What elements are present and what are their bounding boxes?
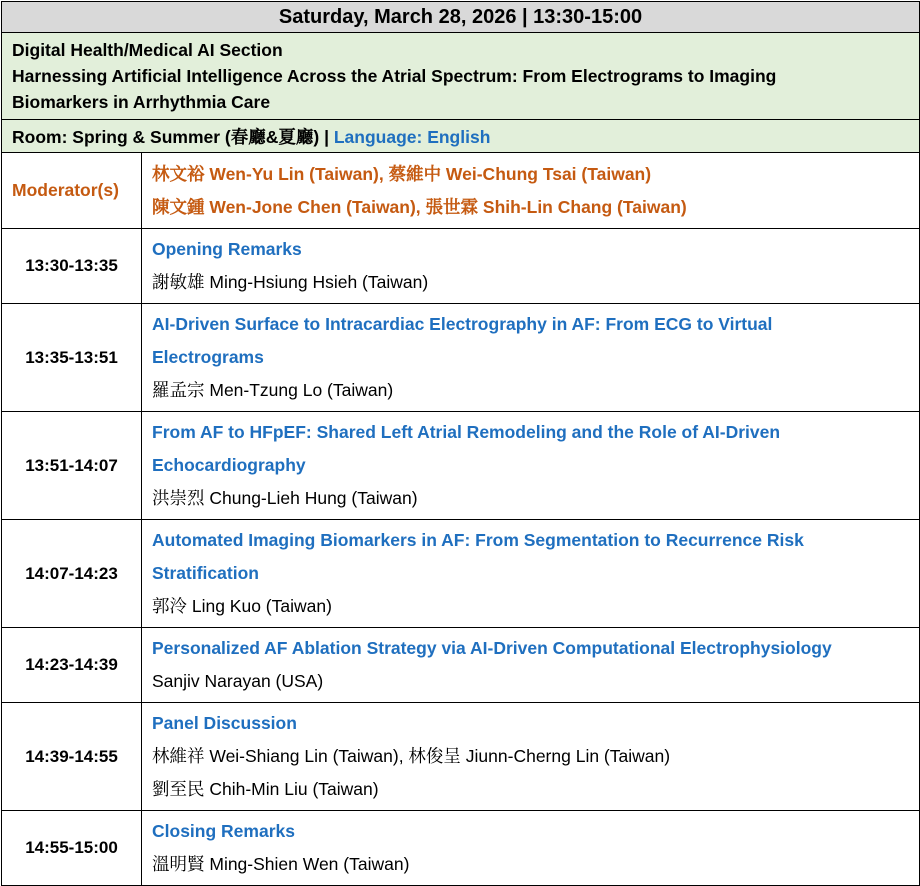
session-time: 14:39-14:55 bbox=[2, 703, 142, 811]
session-title: From AF to HFpEF: Shared Left Atrial Remodeling and the Role of AI-Driven bbox=[152, 422, 781, 442]
session-speaker: 羅孟宗 Men-Tzung Lo (Taiwan) bbox=[152, 380, 394, 400]
session-title: Electrograms bbox=[152, 347, 264, 367]
session-title: Panel Discussion bbox=[152, 713, 297, 733]
header-row bbox=[2, 2, 920, 33]
room-label: Room: Spring & Summer (春廳&夏廳) | bbox=[12, 126, 334, 147]
session-content bbox=[142, 703, 920, 811]
session-speaker: 林維祥 Wei-Shiang Lin (Taiwan), 林俊呈 Jiunn-Cherng Lin (Taiwan) bbox=[152, 746, 671, 766]
section-row bbox=[2, 33, 920, 120]
session-title: Personalized AF Ablation Strategy via AI-Driven Computational Electrophysiology bbox=[152, 638, 832, 658]
session-time: 14:55-15:00 bbox=[2, 811, 142, 886]
session-content bbox=[142, 412, 920, 520]
room-info bbox=[2, 120, 920, 153]
moderator-row bbox=[2, 153, 920, 229]
session-title: Automated Imaging Biomarkers in AF: From Segmentation to Recurrence Risk bbox=[152, 530, 804, 550]
section-title-line2: Biomarkers in Arrhythmia Care bbox=[12, 92, 271, 112]
date-time-header: Saturday, March 28, 2026 | 13:30-15:00 bbox=[2, 2, 920, 33]
session-time: 13:30-13:35 bbox=[2, 229, 142, 304]
session-content bbox=[142, 811, 920, 886]
section-title-line1: Harnessing Artificial Intelligence Across the Atrial Spectrum: From Electrograms to Imaging bbox=[12, 66, 777, 86]
moderator-line: 陳文鍾 Wen-Jone Chen (Taiwan), 張世霖 Shih-Lin Chang (Taiwan) bbox=[152, 196, 687, 217]
session-title: Echocardiography bbox=[152, 455, 306, 475]
session-speaker: Sanjiv Narayan (USA) bbox=[152, 671, 324, 691]
session-content bbox=[142, 520, 920, 628]
session-time: 13:51-14:07 bbox=[2, 412, 142, 520]
session-speaker: 郭泠 Ling Kuo (Taiwan) bbox=[152, 596, 332, 616]
schedule-table bbox=[1, 1, 920, 886]
session-time: 13:35-13:51 bbox=[2, 304, 142, 412]
language-label: Language: English bbox=[333, 126, 491, 147]
session-time: 14:23-14:39 bbox=[2, 628, 142, 703]
session-speaker: 劉至民 Chih-Min Liu (Taiwan) bbox=[152, 779, 379, 799]
session-row bbox=[2, 703, 920, 811]
moderator-line: 林文裕 Wen-Yu Lin (Taiwan), 蔡維中 Wei-Chung Tsai (Taiwan) bbox=[152, 163, 652, 184]
moderator-names bbox=[142, 153, 920, 229]
section-name: Digital Health/Medical AI Section bbox=[12, 40, 283, 60]
session-title: Stratification bbox=[152, 563, 259, 583]
session-row bbox=[2, 304, 920, 412]
session-content bbox=[142, 304, 920, 412]
session-row bbox=[2, 811, 920, 886]
session-row bbox=[2, 628, 920, 703]
session-speaker: 謝敏雄 Ming-Hsiung Hsieh (Taiwan) bbox=[152, 272, 429, 292]
session-speaker: 洪崇烈 Chung-Lieh Hung (Taiwan) bbox=[152, 488, 418, 508]
session-title: AI-Driven Surface to Intracardiac Electrography in AF: From ECG to Virtual bbox=[152, 314, 773, 334]
session-row bbox=[2, 412, 920, 520]
session-row bbox=[2, 229, 920, 304]
sessions-body bbox=[2, 229, 920, 886]
session-time: 14:07-14:23 bbox=[2, 520, 142, 628]
session-title: Closing Remarks bbox=[152, 821, 295, 841]
session-content bbox=[142, 628, 920, 703]
section-info bbox=[2, 33, 920, 120]
session-row bbox=[2, 520, 920, 628]
moderator-label: Moderator(s) bbox=[2, 153, 142, 229]
session-speaker: 溫明賢 Ming-Shien Wen (Taiwan) bbox=[152, 854, 410, 874]
session-title: Opening Remarks bbox=[152, 239, 302, 259]
room-row bbox=[2, 120, 920, 153]
session-content bbox=[142, 229, 920, 304]
